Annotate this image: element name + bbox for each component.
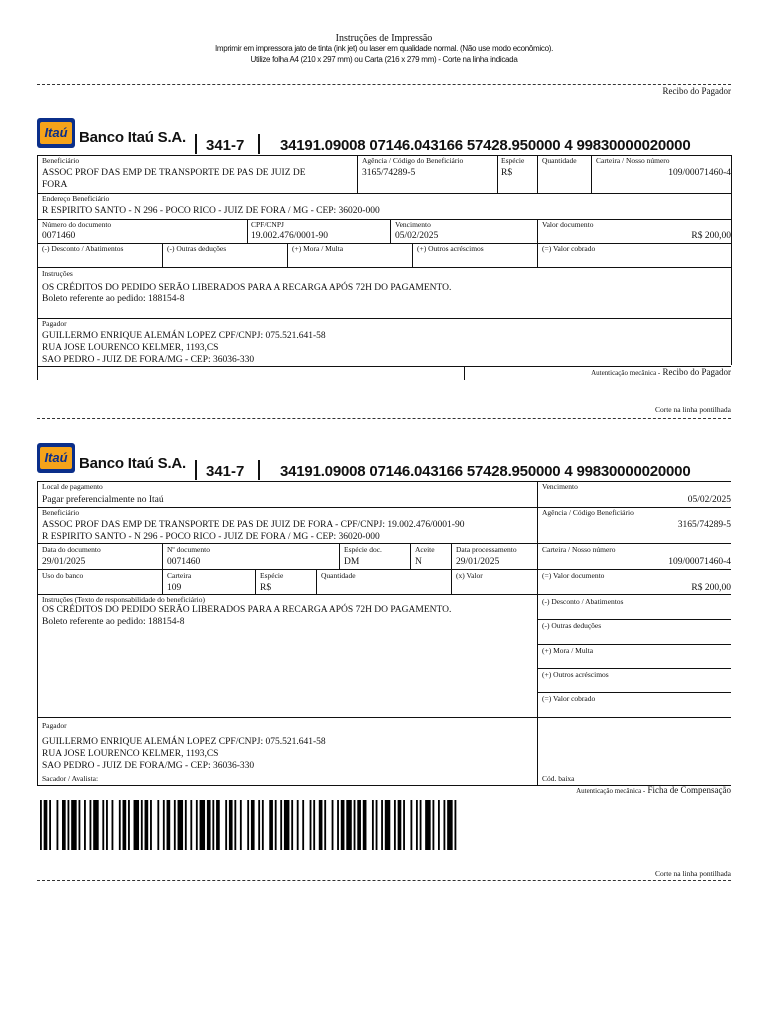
instrucoes-label: Instruções — [42, 269, 73, 278]
rule — [339, 543, 340, 569]
local-value: Pagar preferencialmente no Itaú — [42, 495, 164, 505]
num-doc-value: 0071460 — [167, 557, 201, 567]
cut-line-bottom — [37, 880, 731, 881]
barcode-bar — [68, 800, 70, 850]
print-instructions-line-2: Utilize folha A4 (210 x 297 mm) ou Carta (216 x 279 mm) - Corte na linha indicada — [250, 55, 518, 64]
beneficiario-line-1: ASSOC PROF DAS EMP DE TRANSPORTE DE PAS DE JUIZ DE FORA - CPF/CNPJ: 19.002.476/0001-90 — [42, 520, 465, 530]
barcode-bar — [455, 800, 457, 850]
rule — [162, 243, 163, 267]
pagador-label-2: Pagador — [42, 721, 67, 730]
carteira-nn-label: Carteira / Nosso número — [542, 545, 616, 554]
vencimento-value: 05/02/2025 — [395, 231, 439, 241]
vencimento-label: Vencimento — [395, 220, 431, 229]
barcode-bar — [44, 800, 48, 850]
rule — [537, 668, 731, 669]
valor-doc-label-2: (=) Valor documento — [542, 571, 605, 580]
endereco-label: Endereço Beneficiário — [42, 194, 110, 203]
barcode-bar — [394, 800, 396, 850]
desconto-label-2: (-) Desconto / Abatimentos — [542, 597, 624, 606]
mora-label-2: (+) Mora / Multa — [542, 646, 594, 655]
beneficiario-line-2: R ESPIRITO SANTO - N 296 - POCO RICO - JUIZ DE FORA / MG - CEP: 36020-000 — [42, 532, 380, 542]
aceite-value: N — [415, 557, 422, 567]
uso-banco-label: Uso do banco — [42, 571, 84, 580]
barcode-bar — [84, 800, 86, 850]
barcode-bar — [432, 800, 434, 850]
barcode-bar — [438, 800, 440, 850]
pagador-line-1-b: GUILLERMO ENRIQUE ALEMÁN LOPEZ CPF/CNPJ: 075.521.641-58 — [42, 737, 326, 747]
endereco-value: R ESPIRITO SANTO - N 296 - POCO RICO - JUIZ DE FORA / MG - CEP: 36020-000 — [42, 206, 380, 216]
barcode-bar — [240, 800, 242, 850]
agencia-value: 3165/74289-5 — [362, 168, 416, 178]
barcode-bar — [302, 800, 304, 850]
separator — [258, 460, 260, 480]
pagador-line-3-b: SAO PEDRO - JUIZ DE FORA/MG - CEP: 36036-330 — [42, 761, 255, 771]
mora-label: (+) Mora / Multa — [292, 244, 344, 253]
barcode-bar — [269, 800, 273, 850]
bank-name-2: Banco Itaú S.A. — [79, 455, 187, 472]
rule — [357, 155, 358, 193]
numero-doc-value: 0071460 — [42, 231, 76, 241]
rule — [537, 644, 731, 645]
barcode-bar — [251, 800, 255, 850]
carteira-value-2: 109 — [167, 583, 182, 593]
aceite-label: Aceite — [415, 545, 435, 554]
outros-acrescimos-label-2: (+) Outros acréscimos — [542, 670, 609, 679]
instrucao-line-1: OS CRÉDITOS DO PEDIDO SERÃO LIBERADOS PARA A RECARGA APÓS 72H DO PAGAMENTO. — [42, 283, 452, 293]
valor-doc-value: R$ 200,00 — [691, 231, 731, 241]
rule — [255, 569, 256, 594]
valor-cobrado-label-2: (=) Valor cobrado — [542, 694, 596, 703]
corte-label-1: Corte na linha pontilhada — [654, 405, 731, 414]
itau-logo-2: Itaú — [37, 443, 75, 473]
barcode-bar — [247, 800, 249, 850]
barcode-bar — [178, 800, 184, 850]
barcode-bar — [185, 800, 187, 850]
separator — [195, 134, 197, 154]
barcode-bar — [106, 800, 108, 850]
rule — [731, 155, 732, 365]
local-label: Local de pagamento — [42, 482, 103, 491]
rule — [390, 219, 391, 243]
bank-name: Banco Itaú S.A. — [79, 129, 187, 146]
vencimento-label-2: Vencimento — [542, 482, 578, 491]
pagador-line-3: SAO PEDRO - JUIZ DE FORA/MG - CEP: 36036-330 — [42, 355, 255, 365]
pagador-line-2-b: RUA JOSE LOURENCO KELMER, 1193,CS — [42, 749, 219, 759]
barcode-bar — [372, 800, 374, 850]
rule — [451, 543, 452, 569]
barcode-bar — [57, 800, 59, 850]
rule — [537, 243, 538, 267]
pagador-label: Pagador — [42, 319, 67, 328]
cpf-label: CPF/CNPJ — [251, 220, 284, 229]
barcode-bar — [62, 800, 66, 850]
barcode-bar — [398, 800, 402, 850]
barcode-bar — [128, 800, 130, 850]
especie-doc-label: Espécie doc. — [344, 545, 382, 554]
rule — [410, 543, 411, 569]
rule — [37, 481, 731, 482]
agencia-label: Agência / Código do Beneficiário — [362, 156, 464, 165]
num-doc-label: Nº documento — [167, 545, 210, 554]
barcode-bar — [212, 800, 214, 850]
barcode-bar — [262, 800, 264, 850]
autenticacao-compensacao: Autenticação mecânica - Ficha de Compensação — [576, 785, 731, 795]
barcode-bar — [341, 800, 345, 850]
receipt-top-label: Recibo do Pagador — [662, 86, 731, 96]
rule — [316, 569, 317, 594]
barcode-bar — [167, 800, 171, 850]
barcode-bar — [447, 800, 453, 850]
barcode-bar — [196, 800, 198, 850]
especie-label: Espécie — [501, 156, 525, 165]
barcode-bar — [420, 800, 422, 850]
barcode-bar — [354, 800, 356, 850]
beneficiario-label: Beneficiário — [42, 156, 80, 165]
autenticacao-receipt: Autenticação mecânica - Recibo do Pagador — [591, 367, 731, 377]
desconto-label: (-) Desconto / Abatimentos — [42, 244, 124, 253]
rule — [464, 366, 465, 380]
sacador-label: Sacador / Avalista: — [42, 774, 99, 783]
barcode-bar — [71, 800, 77, 850]
instrucao-line-2: Boleto referente ao pedido: 188154-8 — [42, 294, 185, 304]
separator — [195, 460, 197, 480]
itau-logo: Itaú — [37, 118, 75, 148]
rule — [537, 219, 538, 243]
rule — [37, 219, 731, 220]
barcode-bar — [119, 800, 121, 850]
barcode-bar — [216, 800, 220, 850]
barcode-bar — [150, 800, 152, 850]
especie-value: R$ — [501, 168, 513, 178]
print-instructions-line-1: Imprimir em impressora jato de tinta (ink jet) ou laser em qualidade normal. (Não use modo econômico). — [215, 44, 553, 53]
x-valor-label: (x) Valor — [456, 571, 483, 580]
carteira-label-2: Carteira — [167, 571, 192, 580]
separator — [258, 134, 260, 154]
instrucao-line-1-b: OS CRÉDITOS DO PEDIDO SERÃO LIBERADOS PARA A RECARGA APÓS 72H DO PAGAMENTO. — [42, 605, 452, 615]
barcode-bar — [112, 800, 114, 850]
rule — [37, 267, 731, 268]
beneficiario-value-2: FORA — [42, 180, 68, 190]
vencimento-value-2: 05/02/2025 — [687, 495, 731, 505]
barcode-bar — [258, 800, 260, 850]
data-proc-label: Data processamento — [456, 545, 517, 554]
rule — [37, 481, 38, 786]
cut-line-top — [37, 84, 731, 85]
barcode-bar — [174, 800, 176, 850]
rule — [537, 155, 538, 193]
barcode-bar — [49, 800, 51, 850]
cut-line-middle — [37, 418, 731, 419]
barcode-bar — [297, 800, 299, 850]
quantidade-label: Quantidade — [542, 156, 577, 165]
barcode-bar — [93, 800, 99, 850]
pagador-line-1: GUILLERMO ENRIQUE ALEMÁN LOPEZ CPF/CNPJ: 075.521.641-58 — [42, 331, 326, 341]
barcode-bar — [310, 800, 312, 850]
cpf-value: 19.002.476/0001-90 — [251, 231, 329, 241]
rule — [162, 569, 163, 594]
barcode-bar — [284, 800, 290, 850]
barcode-bar — [425, 800, 431, 850]
rule — [412, 243, 413, 267]
data-proc-value: 29/01/2025 — [456, 557, 500, 567]
rule — [591, 155, 592, 193]
pagador-line-2: RUA JOSE LOURENCO KELMER, 1193,CS — [42, 343, 219, 353]
barcode-bar — [313, 800, 315, 850]
barcode-bar — [200, 800, 206, 850]
barcode-bar — [79, 800, 81, 850]
instrucao-line-2-b: Boleto referente ao pedido: 188154-8 — [42, 617, 185, 627]
barcode-bar — [385, 800, 391, 850]
print-instructions-title: Instruções de Impressão — [335, 33, 433, 44]
corte-label-2: Corte na linha pontilhada — [654, 869, 731, 878]
digitable-line-2: 34191.09008 07146.043166 57428.950000 4 99830000020000 — [280, 463, 691, 480]
instrucoes-label-2: Instruções (Texto de responsabilidade do beneficiário) — [42, 595, 205, 604]
barcode-bar — [337, 800, 339, 850]
barcode-bar — [163, 800, 165, 850]
barcode-bar — [280, 800, 282, 850]
barcode-bar — [346, 800, 352, 850]
barcode-bar — [207, 800, 211, 850]
rule — [537, 619, 731, 620]
barcode-bar — [403, 800, 405, 850]
rule — [37, 243, 731, 244]
barcode-bar — [123, 800, 127, 850]
rule — [37, 543, 731, 544]
barcode-bar — [443, 800, 445, 850]
especie-doc-value: DM — [344, 557, 360, 567]
outras-deducoes-label-2: (-) Outras deduções — [542, 621, 602, 630]
data-doc-label: Data do documento — [42, 545, 101, 554]
barcode-bar — [363, 800, 367, 850]
barcode-bar — [190, 800, 192, 850]
barcode-bar — [90, 800, 92, 850]
agencia-value-2: 3165/74289-5 — [677, 520, 731, 530]
bank-code: 341-7 — [206, 137, 245, 154]
rule — [247, 219, 248, 243]
barcode-bar — [229, 800, 233, 850]
barcode-bar — [157, 800, 159, 850]
quantidade-label-2: Quantidade — [321, 571, 356, 580]
barcode-bar — [275, 800, 277, 850]
barcode-bar — [145, 800, 149, 850]
barcode-bar — [357, 800, 361, 850]
rule — [451, 569, 452, 594]
especie-value-2: R$ — [260, 583, 272, 593]
valor-cobrado-label: (=) Valor cobrado — [542, 244, 596, 253]
barcode-bar — [234, 800, 236, 850]
digitable-line: 34191.09008 07146.043166 57428.950000 4 99830000020000 — [280, 137, 691, 154]
barcode-bar — [141, 800, 143, 850]
valor-doc-value-2: R$ 200,00 — [691, 583, 731, 593]
valor-doc-label: Valor documento — [542, 220, 594, 229]
barcode-bar — [410, 800, 412, 850]
barcode-bar — [134, 800, 140, 850]
rule — [537, 481, 538, 786]
bank-code-2: 341-7 — [206, 463, 245, 480]
rule — [37, 318, 731, 319]
barcode-bar — [332, 800, 334, 850]
carteira-value: 109/00071460-4 — [668, 168, 731, 178]
data-doc-value: 29/01/2025 — [42, 557, 86, 567]
beneficiario-value: ASSOC PROF DAS EMP DE TRANSPORTE DE PAS DE JUIZ DE — [42, 168, 306, 178]
rule — [497, 155, 498, 193]
barcode-bar — [225, 800, 227, 850]
rule — [37, 569, 731, 570]
outras-deducoes-label: (-) Outras deduções — [167, 244, 227, 253]
rule — [37, 193, 731, 194]
barcode-bar — [40, 800, 42, 850]
beneficiario-label-2: Beneficiário — [42, 508, 80, 517]
numero-doc-label: Número do documento — [42, 220, 112, 229]
barcode-bar — [319, 800, 323, 850]
agencia-label-2: Agência / Código Beneficiário — [542, 508, 634, 517]
barcode-bar — [102, 800, 104, 850]
barcode-bar — [416, 800, 418, 850]
outros-acrescimos-label: (+) Outros acréscimos — [417, 244, 484, 253]
barcode-bar — [291, 800, 293, 850]
rule — [37, 717, 731, 718]
barcode — [40, 800, 460, 850]
barcode-bar — [324, 800, 326, 850]
rule — [287, 243, 288, 267]
especie-label-2: Espécie — [260, 571, 284, 580]
carteira-label: Carteira / Nosso número — [596, 156, 670, 165]
cod-baixa-label: Cód. baixa — [542, 774, 575, 783]
rule — [537, 692, 731, 693]
barcode-bar — [376, 800, 378, 850]
barcode-bar — [381, 800, 383, 850]
rule — [162, 543, 163, 569]
carteira-nn-value: 109/00071460-4 — [668, 557, 731, 567]
